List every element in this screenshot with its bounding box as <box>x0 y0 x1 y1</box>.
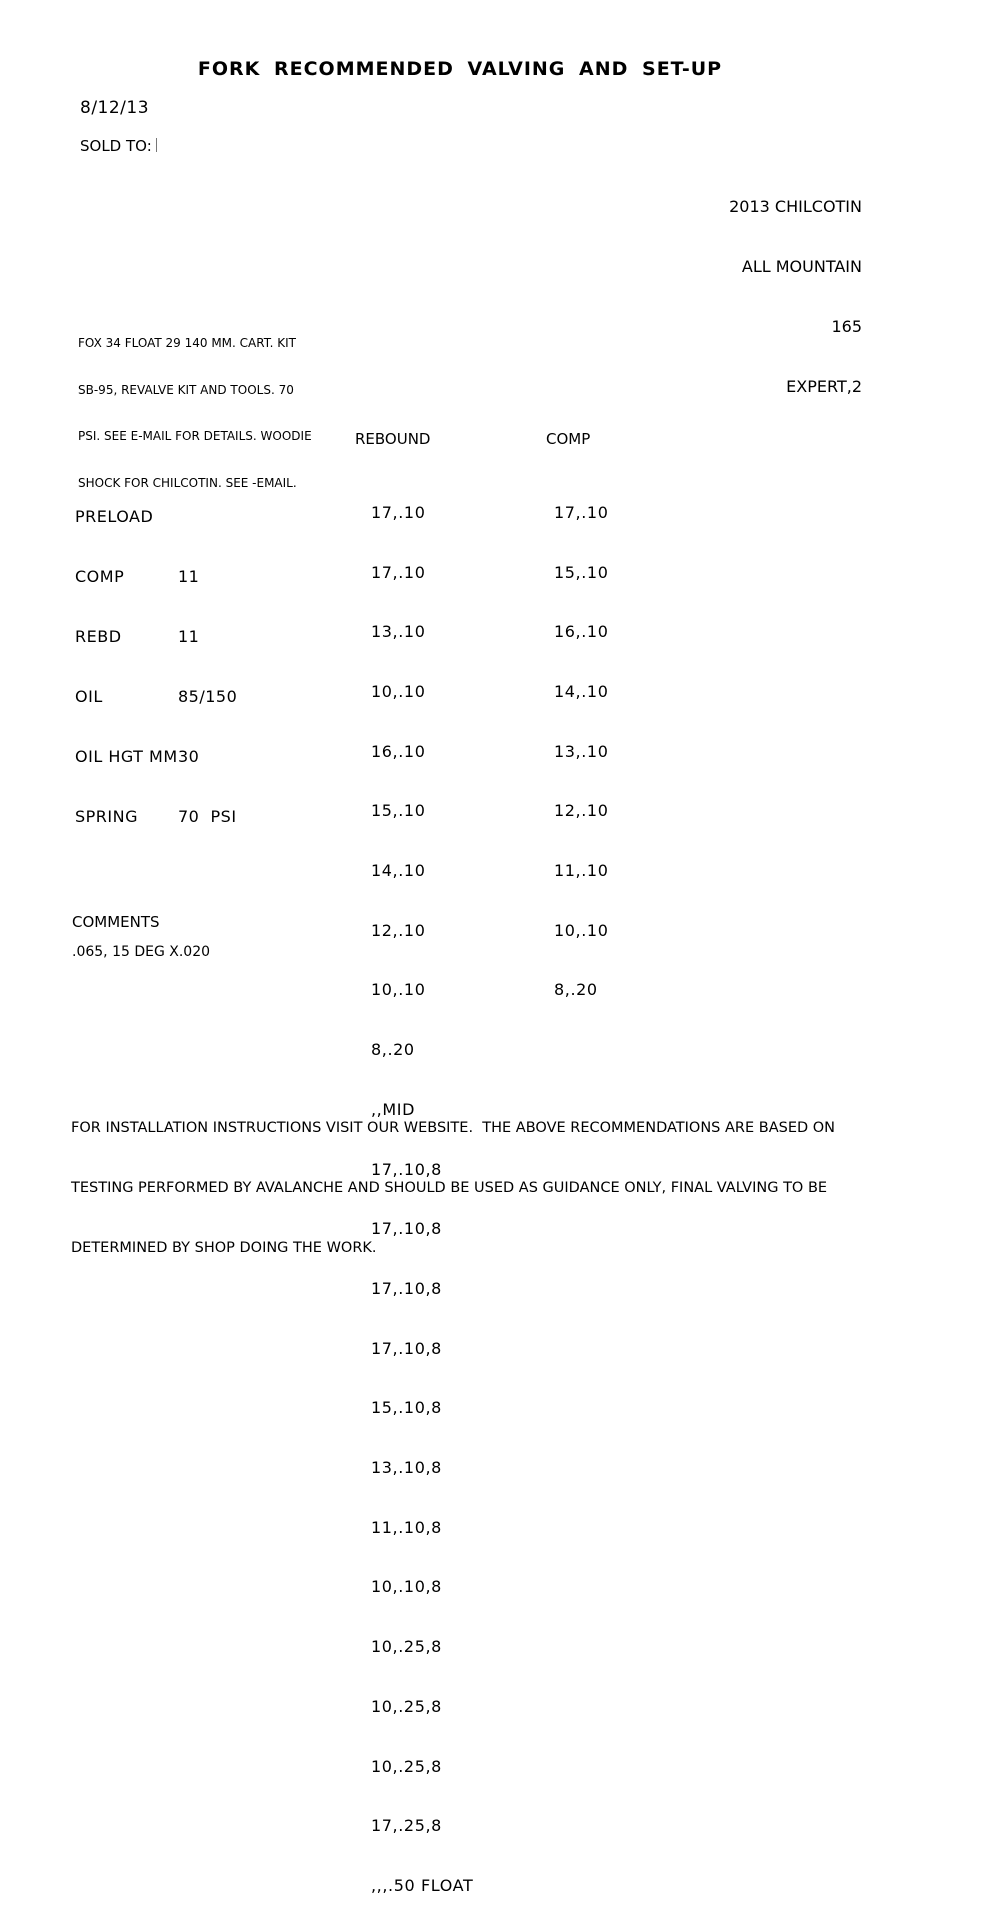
shim-entry: 15,.10,8 <box>371 1398 442 1418</box>
shim-entry: 8,.20 <box>371 1040 415 1060</box>
shim-entry: 11,.10 <box>554 861 609 881</box>
comments-text: .065, 15 DEG X.020 <box>72 944 211 960</box>
comp-stack <box>554 463 609 1020</box>
shim-entry: 14,.10 <box>371 861 426 881</box>
shim-entry: 14,.10 <box>554 681 609 701</box>
footer-line: DETERMINED BY SHOP DOING THE WORK. <box>71 1240 377 1256</box>
note-line: FOX 34 FLOAT 29 140 MM. CART. KIT <box>78 336 296 350</box>
setup-value: 30 <box>178 747 200 766</box>
text-cursor <box>156 138 157 152</box>
shim-entry: 12,.10 <box>554 801 609 821</box>
shim-entry: 17,.25,8 <box>371 1816 442 1836</box>
shim-entry: 10,.25,8 <box>371 1756 442 1776</box>
shim-entry: 10,.10 <box>554 920 609 940</box>
shim-entry: 17,.10,8 <box>371 1278 442 1298</box>
rebound-header: REBOUND <box>355 430 431 448</box>
shim-entry: 8,.20 <box>554 980 598 1000</box>
comments-heading: COMMENTS <box>72 913 160 931</box>
bike-category: ALL MOUNTAIN <box>741 257 862 276</box>
setup-value: 85/150 <box>178 687 238 706</box>
setup-table <box>75 467 237 847</box>
shim-entry: 17,.10 <box>371 562 426 582</box>
setup-row <box>75 687 237 707</box>
note-line: SHOCK FOR CHILCOTIN. SEE -EMAIL. <box>78 475 297 490</box>
shim-entry: ,,,.50 FLOAT <box>371 1875 474 1895</box>
setup-label: REBD <box>75 627 122 646</box>
shim-entry: 15,.10 <box>371 801 426 821</box>
setup-value: 11 <box>178 567 200 586</box>
shim-entry: 17,.10 <box>554 502 609 522</box>
shim-entry: 10,.10 <box>371 681 426 701</box>
shim-entry: 17,.10,8 <box>371 1159 442 1179</box>
sold-to-label: SOLD TO: <box>80 137 152 155</box>
shim-entry: 10,.10,8 <box>371 1577 442 1597</box>
shim-entry: 16,.10 <box>554 622 609 642</box>
shim-entry: 13,.10,8 <box>371 1458 442 1478</box>
bike-model-year: 2013 CHILCOTIN <box>729 197 862 216</box>
sold-to <box>80 137 157 155</box>
page-title: FORK RECOMMENDED VALVING AND SET-UP <box>197 58 723 80</box>
setup-label: SPRING <box>75 807 139 826</box>
comp-header: COMP <box>546 430 591 448</box>
bike-info <box>729 157 862 417</box>
shim-entry: 17,.10,8 <box>371 1338 442 1358</box>
setup-label: PRELOAD <box>75 507 154 526</box>
setup-row <box>75 627 237 647</box>
shim-entry: 15,.10 <box>554 562 609 582</box>
footer-line: TESTING PERFORMED BY AVALANCHE AND SHOULD BE USED AS GUIDANCE ONLY, FINAL VALVING TO BE <box>71 1180 828 1196</box>
shim-entry: ,,MID <box>371 1099 416 1119</box>
bike-travel: 165 <box>831 317 862 336</box>
footer-line: FOR INSTALLATION INSTRUCTIONS VISIT OUR WEBSITE. THE ABOVE RECOMMENDATIONS ARE BASED ON <box>71 1120 836 1136</box>
setup-row <box>75 807 237 827</box>
setup-value: 11 <box>178 627 200 646</box>
shim-entry: 11,.10,8 <box>371 1517 442 1537</box>
note-line: PSI. SEE E-MAIL FOR DETAILS. WOODIE <box>78 429 312 443</box>
bike-rider-level: EXPERT,2 <box>786 377 862 396</box>
shim-entry: 10,.25,8 <box>371 1696 442 1716</box>
setup-row <box>75 747 237 767</box>
setup-row <box>75 567 237 587</box>
setup-row <box>75 507 237 527</box>
shim-entry: 17,.10 <box>371 502 426 522</box>
document-date: 8/12/13 <box>80 98 150 118</box>
shim-entry: 10,.10 <box>371 980 426 1000</box>
shim-entry: 10,.25,8 <box>371 1637 442 1657</box>
setup-label: OIL HGT MM <box>75 747 178 766</box>
shim-entry: 13,.10 <box>554 741 609 761</box>
shim-entry: 17,.10,8 <box>371 1219 442 1239</box>
shim-entry: 16,.10 <box>371 741 426 761</box>
shim-entry: 13,.10 <box>371 622 426 642</box>
setup-label: OIL <box>75 687 103 706</box>
setup-label: COMP <box>75 567 125 586</box>
shim-entry: 12,.10 <box>371 920 426 940</box>
note-line: SB-95, REVALVE KIT AND TOOLS. 70 <box>78 382 294 397</box>
footer-disclaimer <box>71 1078 835 1278</box>
setup-value: 70 PSI <box>178 807 237 826</box>
